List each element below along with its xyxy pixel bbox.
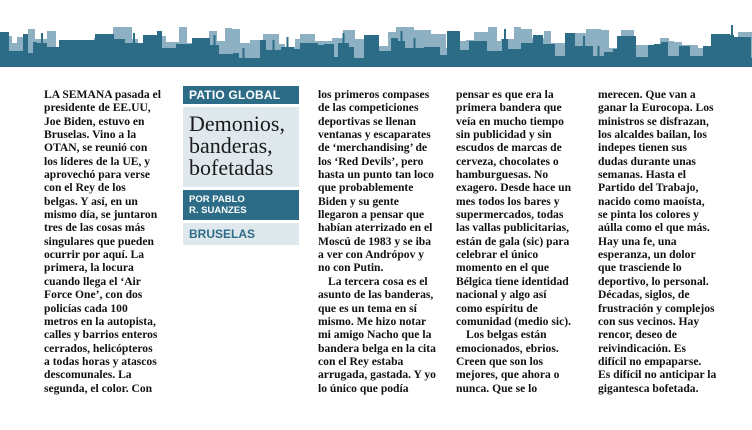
text-line: celebrar el único <box>456 248 539 262</box>
skyline-building <box>364 35 379 66</box>
text-line: banderas, <box>189 133 273 158</box>
text-line: OTAN, se reunió con <box>44 141 148 155</box>
text-line: con el Rey de los <box>44 181 126 195</box>
article-column-4 <box>456 88 586 395</box>
skyline-building <box>47 47 59 66</box>
text-line: nunca. Que se lo <box>456 381 538 395</box>
skyline-building <box>9 51 23 66</box>
text-line: hasta un punto tan loco <box>318 168 434 182</box>
text-line: momento en el que <box>456 261 550 275</box>
text-line: belgas. Y así, en un <box>44 194 138 208</box>
skyline-building <box>77 40 95 66</box>
headline <box>183 107 299 187</box>
text-line: que probablemente <box>318 181 414 195</box>
section-label: PATIO GLOBAL <box>183 86 299 104</box>
text-line: POR PABLO <box>189 194 245 205</box>
text-line: cerrados, helicópteros <box>44 341 153 355</box>
article-paragraph <box>456 328 586 395</box>
text-line: Moscú de 1983 y se iba <box>318 234 432 248</box>
text-line: comunidad (medio sic). <box>456 314 571 328</box>
text-line: pensar es que era la <box>456 88 554 101</box>
skyline-building <box>730 35 734 66</box>
text-line: Bélgica tiene identidad <box>456 274 569 288</box>
skyline-building <box>533 35 543 66</box>
text-line: están de gala (sic) para <box>456 234 570 248</box>
text-line: se pinta los colores y <box>598 208 699 222</box>
skyline-building <box>162 48 176 66</box>
text-line: La tercera cosa es el <box>328 274 428 288</box>
text-line: indepes tienen sus <box>598 141 687 155</box>
skyline-building <box>37 43 47 66</box>
skyline-building <box>613 49 617 66</box>
city-skyline-banner <box>0 0 752 74</box>
skyline-building <box>661 42 668 66</box>
text-line: presidente de EE.UU, <box>44 101 151 115</box>
text-line: arrugada, gastada. Y yo <box>318 368 436 382</box>
text-line: a todas horas y atascos <box>44 354 157 368</box>
text-line: los ‘Red Devils’, pero <box>318 154 424 168</box>
text-line: que trasciende lo <box>598 261 682 275</box>
text-line: singulares que pueden <box>44 234 154 248</box>
text-line: ganar la Eurocopa. Los <box>598 101 714 115</box>
text-line: Bruselas. Vino a la <box>44 128 137 142</box>
skyline-building <box>338 43 349 66</box>
text-line: R. SUANZES <box>189 205 247 216</box>
skyline-building <box>711 34 730 66</box>
article-column-3 <box>318 88 446 395</box>
skyline-building <box>33 42 37 66</box>
skyline-spire <box>287 37 289 47</box>
text-line: esperanza, un dolor <box>598 248 696 262</box>
text-line: ventanas y escaparates <box>318 128 431 142</box>
skyline-building <box>260 40 266 66</box>
skyline-building <box>324 44 334 66</box>
skyline-building <box>318 45 324 66</box>
text-line: descomunales. La <box>44 368 132 382</box>
text-line: que es un tema en sí <box>318 301 417 315</box>
skyline-spire <box>414 38 416 48</box>
text-line: reivindicación. Es <box>598 341 687 355</box>
text-line: no con Putin. <box>318 261 384 275</box>
skyline-building <box>508 49 521 66</box>
skyline-building <box>349 47 354 66</box>
text-line: los primeros compases <box>318 88 430 101</box>
skyline-building <box>281 47 294 66</box>
article-column-1 <box>44 88 172 395</box>
section-header-box <box>183 86 299 254</box>
skyline-building <box>59 40 77 66</box>
text-line: LA SEMANA pasada el <box>44 88 161 101</box>
skyline-building <box>575 46 593 66</box>
text-line: Demonios, <box>189 111 285 136</box>
skyline-spire <box>214 35 216 45</box>
text-line: de las competiciones <box>318 101 419 115</box>
skyline-building <box>424 47 440 66</box>
skyline-building <box>617 36 636 66</box>
text-line: como espíritu de <box>456 301 538 315</box>
skyline-building <box>210 45 219 66</box>
skyline-base <box>0 64 752 67</box>
skyline-building <box>648 45 654 66</box>
text-line: emocionados, ebrios. <box>456 341 559 355</box>
skyline-building <box>379 51 391 66</box>
skyline-building <box>405 48 424 66</box>
article-paragraph <box>318 88 446 275</box>
text-line: Es difícil no anticipar la <box>598 368 717 382</box>
text-line: metros en la autopista, <box>44 314 156 328</box>
skyline-building <box>469 41 487 66</box>
text-line: tres de las cosas más <box>44 221 145 235</box>
skyline-building <box>300 43 318 66</box>
text-line: bofetadas <box>189 155 274 180</box>
text-line: mes todos los bares y <box>456 194 560 208</box>
skyline-spire <box>504 29 506 39</box>
text-line: con sus vecinos. Hay <box>598 314 700 328</box>
skyline-building <box>391 38 398 66</box>
text-line: con el Rey estaba <box>318 354 404 368</box>
skyline-building <box>23 34 28 66</box>
skyline-spire <box>273 40 275 50</box>
text-line: bandera belga en la cita <box>318 341 436 355</box>
skyline-spire <box>401 31 403 41</box>
skyline-building <box>143 35 157 66</box>
text-line: llegaron a pensar que <box>318 208 425 222</box>
text-line: veía en mucho tiempo <box>456 114 564 128</box>
skyline-spire <box>133 33 135 43</box>
text-line: primera bandera que <box>456 101 562 115</box>
skyline-spire <box>343 33 345 43</box>
text-line: frustración y complejos <box>598 301 715 315</box>
text-line: mismo. Me hizo notar <box>318 314 427 328</box>
skyline-spire <box>583 36 585 46</box>
text-line: ministros se disfrazan, <box>598 114 709 128</box>
skyline-building <box>157 31 162 66</box>
text-line: deportivas se llenan <box>318 114 416 128</box>
text-line: de ‘merchandising’ de <box>318 141 428 155</box>
text-line: Joe Biden, estuvo en <box>44 114 145 128</box>
text-line: Décadas, siglos, de <box>598 288 690 302</box>
skyline-building <box>654 44 661 66</box>
text-line: Force One’, con dos <box>44 288 143 302</box>
text-line: Hay una fe, una <box>598 234 677 248</box>
skyline-building <box>266 50 281 66</box>
text-line: dudas durante unas <box>598 154 696 168</box>
text-line: aprovechó para verse <box>44 168 151 182</box>
text-line: cuando llega el ‘Air <box>44 274 141 288</box>
text-line: hamburguesas. No <box>456 168 549 182</box>
skyline-building <box>679 46 690 66</box>
text-line: nacional y algo así <box>456 288 547 302</box>
text-line: sin publicidad y sin <box>456 128 552 142</box>
article-paragraph <box>598 88 720 395</box>
text-line: exagero. Desde hace un <box>456 181 572 195</box>
skyline-building <box>502 39 508 66</box>
text-line: a ver con Andrópov y <box>318 248 425 262</box>
skyline-building <box>0 32 9 66</box>
text-line: cerveza, chocolates o <box>456 154 559 168</box>
text-line: asunto de las banderas, <box>318 288 434 302</box>
skyline-building <box>460 50 469 66</box>
text-line: mejores, que ahora o <box>456 368 560 382</box>
text-line: las vallas publicitarias, <box>456 221 570 235</box>
skyline-building <box>398 41 405 66</box>
skyline-building <box>521 43 533 66</box>
text-line: primera, la locura <box>44 261 134 275</box>
text-line: Creen que son los <box>456 354 544 368</box>
text-line: ocurrir por aquí. La <box>44 248 145 262</box>
text-line: deportivo, lo personal. <box>598 274 709 288</box>
skyline-building <box>114 39 125 66</box>
text-line: los alcaldes bailan, los <box>598 128 707 142</box>
text-line: segunda, el color. Con <box>44 381 153 395</box>
text-line: Partido del Trabajo, <box>598 181 699 195</box>
article-paragraph <box>318 275 446 395</box>
text-line: mismo día, se juntaron <box>44 208 158 222</box>
text-line: Los belgas están <box>466 328 547 342</box>
article-paragraph <box>44 88 172 395</box>
text-line: lo único que podía <box>318 381 409 395</box>
byline <box>183 190 299 220</box>
text-line: semanas. Hasta el <box>598 168 686 182</box>
text-line: aúlla como el que más. <box>598 221 710 235</box>
skyline-building <box>487 51 502 66</box>
skyline-building <box>125 43 143 66</box>
skyline-spire <box>41 33 43 43</box>
skyline-spire <box>731 25 733 35</box>
skyline-building <box>192 38 210 66</box>
text-line: los líderes de la UE, y <box>44 154 151 168</box>
skyline-building <box>734 37 751 66</box>
skyline-spire <box>598 46 600 56</box>
text-line: nacido como maoísta, <box>598 194 705 208</box>
text-line: Biden y su gente <box>318 194 399 208</box>
article-column-5 <box>598 88 720 395</box>
article-paragraph <box>456 88 586 328</box>
text-line: supermercados, todas <box>456 208 564 222</box>
text-line: escudos de marcas de <box>456 141 562 155</box>
dateline-location: BRUSELAS <box>183 223 299 245</box>
text-line: policías cada 100 <box>44 301 128 315</box>
skyline-building <box>447 31 460 66</box>
text-line: rencor, deseo de <box>598 328 677 342</box>
text-line: difícil no empaparse. <box>598 354 702 368</box>
text-line: merecen. Que van a <box>598 88 696 101</box>
skyline-building <box>95 34 114 66</box>
skyline-building <box>543 44 555 66</box>
skyline-building <box>703 46 711 66</box>
skyline-building <box>176 44 192 66</box>
text-line: calles y barrios enteros <box>44 328 158 342</box>
text-line: habían aterrizado en el <box>318 221 433 235</box>
text-line: mi amigo Nacho que la <box>318 328 432 342</box>
text-line: gigantesca bofetada. <box>598 381 699 395</box>
skyline-building <box>565 33 575 66</box>
skyline-building <box>294 49 300 66</box>
skyline-building <box>604 52 613 66</box>
skyline-spire <box>243 48 245 58</box>
